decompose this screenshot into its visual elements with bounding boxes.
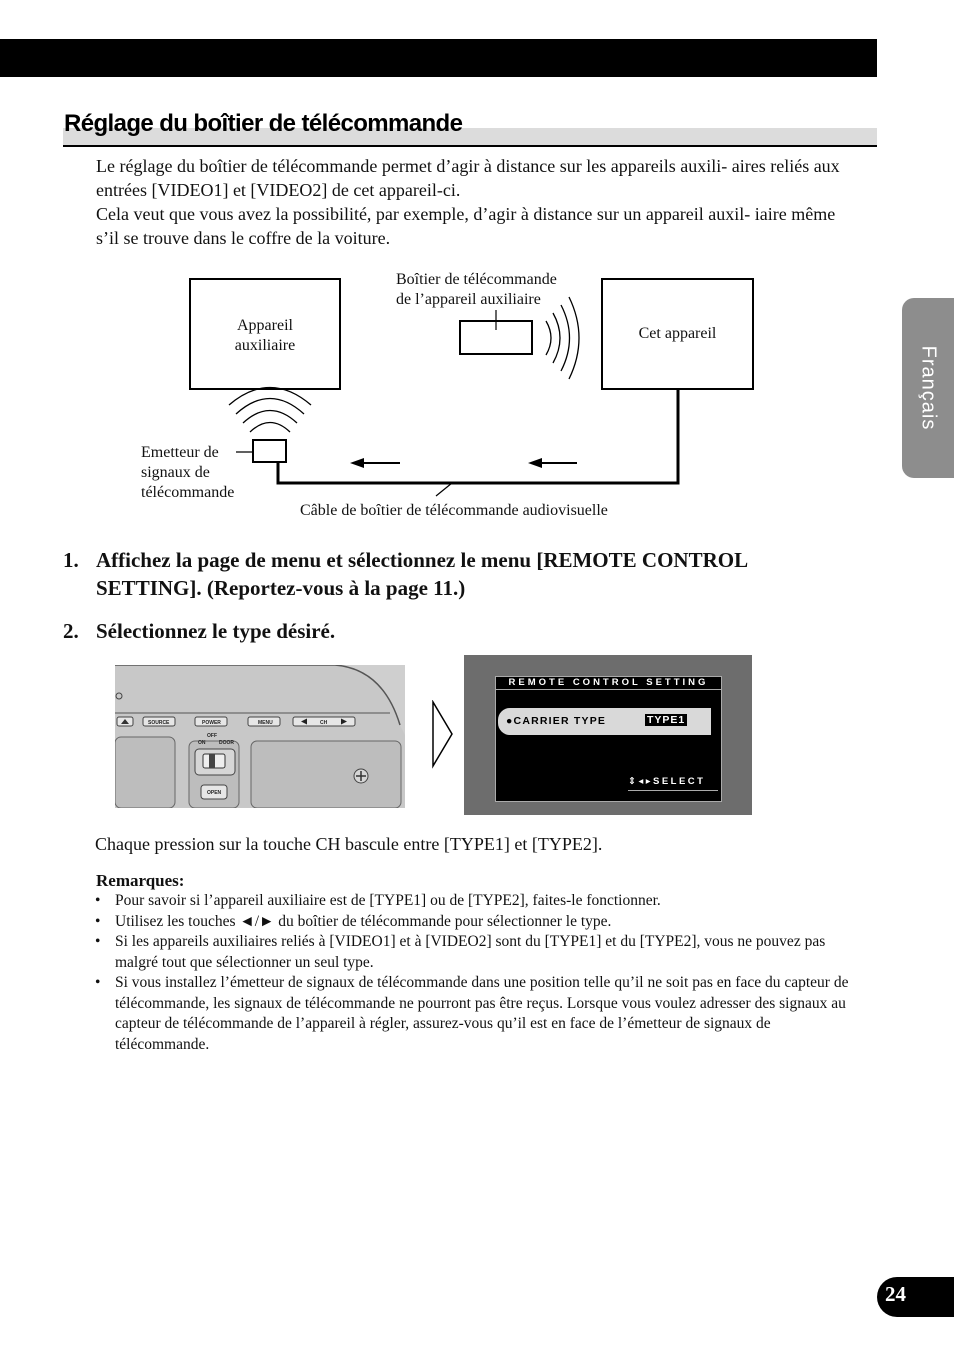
menu-screen-display [495, 676, 722, 802]
carrier-type-row[interactable] [498, 708, 711, 735]
remote-box-label-line2: de l’appareil auxiliaire [396, 291, 541, 308]
this-unit-label: Cet appareil [638, 325, 717, 342]
menu-screen-title: REMOTE CONTROL SETTING [496, 677, 721, 690]
unit-panel-drawing [115, 665, 405, 808]
select-hint-text: SELECT [653, 776, 706, 787]
remote-box-label-line1: Boîtier de télécommande [396, 271, 557, 288]
cable-pointer [436, 483, 452, 496]
cable-label: Câble de boîtier de télécommande audiovisuelle [300, 502, 608, 519]
signal-arrowhead-right [528, 458, 542, 468]
page-number: 24 [885, 1282, 906, 1306]
page-number-tab [877, 1277, 954, 1317]
ch-button-label: CH [320, 720, 328, 726]
power-button-label: POWER [202, 720, 221, 726]
remark-item: • Pour savoir si l’appareil auxiliaire est de [TYPE1] ou de [TYPE2], faites-le fonctionner. [95, 892, 661, 909]
menu-screen [464, 655, 752, 815]
aux-device-label-line2: auxiliaire [234, 337, 296, 354]
intro-paragraph-1: Le réglage du boîtier de télécommande permet d’agir à distance sur les appareils auxili- aires reliés aux entrées [VIDEO1] et [VIDEO2] de cet appareil-ci. [96, 156, 840, 200]
emitter-label-line2: signaux de [141, 464, 210, 481]
step-2-line1: Sélectionnez le type désiré. [96, 619, 336, 643]
switch-on-label: ON [198, 740, 206, 746]
step-2-number: 2. [63, 619, 79, 643]
section-title: Réglage du boîtier de télécommande [64, 110, 463, 137]
emitter-label-line1: Emetteur de [141, 444, 219, 461]
signal-arrowhead-left [350, 458, 364, 468]
remark-item: • Si les appareils auxiliaires reliés à [VIDEO1] et à [VIDEO2] sont du [TYPE1] et du [TYPE2], vous ne pouvez pas malgré tout que sélectionner un seul type. [95, 933, 826, 971]
intro-paragraph-2: Cela veut que vous avez la possibilité, par exemple, d’agir à distance sur un appareil auxil- iaire même s’il se trouve dans le coffre de la voiture. [96, 204, 836, 248]
open-button-label: OPEN [207, 790, 222, 796]
select-hint [628, 776, 718, 791]
remark-text: Si vous installez l’émetteur de signaux de télécommande dans une position telle qu’il ne soit pas en face du capteur de télécommande, les signaux de télécommande ne pourront pas être reçus. Lorsque vous voulez adresser des signaux au capteur de télécommande de l’appareil à régler, assurez-vous qu’il est en face de l’émetteur de signaux de télécommande. [115, 974, 849, 1053]
unit-panel-illustration [115, 665, 405, 808]
emitter-label-line3: télécommande [141, 484, 235, 501]
emitter-label [141, 443, 234, 503]
switch-off-label: OFF [207, 733, 217, 739]
remark-text: Pour savoir si l’appareil auxiliaire est de [TYPE1] ou de [TYPE2], faites-le fonctionner. [115, 892, 661, 909]
av-cable [278, 389, 678, 483]
remark-item: • Si vous installez l’émetteur de signaux de télécommande dans une position telle qu’il ne soit pas en face du capteur de télécommande, les signaux de télécommande ne pourront pas être reçus. Lorsque vous voulez adresser des signaux au capteur de télécommande de l’appareil à régler, assurez-vous qu’il est en face de l’émetteur de signaux de télécommande. [95, 974, 849, 1053]
carrier-type-value: TYPE1 [647, 714, 686, 726]
emitter-signal-waves [229, 388, 311, 433]
language-tab-label: Français [917, 345, 940, 431]
arrow-keys-icon: ⇕◂▸ [628, 776, 653, 787]
switch-door-label: DOOR [219, 740, 234, 746]
remarks-list [95, 891, 855, 1055]
next-step-arrow [430, 700, 456, 770]
emitter-box [253, 440, 286, 462]
remark-text: Utilisez les touches ◄/► du boîtier de télécommande pour sélectionner le type. [115, 912, 612, 930]
aux-device-label-line1: Appareil [237, 317, 293, 334]
menu-button-label: MENU [258, 720, 273, 726]
remarks-title: Remarques: [96, 871, 185, 890]
selected-dot-icon: ● [506, 715, 514, 727]
step-1-line2: SETTING]. (Reportez-vous à la page 11.) [96, 576, 466, 600]
remark-item: • Utilisez les touches ◄/► du boîtier de télécommande pour sélectionner le type. [95, 912, 612, 930]
step-1-line1: Affichez la page de menu et sélectionnez le menu [REMOTE CONTROL [96, 548, 749, 572]
source-button-label: SOURCE [148, 720, 170, 726]
remote-box-label [396, 270, 557, 310]
carrier-type-label [506, 715, 606, 727]
step-1-number: 1. [63, 548, 79, 572]
remark-text: Si les appareils auxiliaires reliés à [VIDEO1] et à [VIDEO2] sont du [TYPE1] et du [TYPE2], vous ne pouvez pas malgré tout que sélectionner un seul type. [115, 933, 826, 971]
carrier-type-text: CARRIER TYPE [513, 715, 607, 727]
type-toggle-caption: Chaque pression sur la touche CH bascule entre [TYPE1] et [TYPE2]. [95, 834, 603, 854]
aux-device-label [190, 316, 340, 356]
